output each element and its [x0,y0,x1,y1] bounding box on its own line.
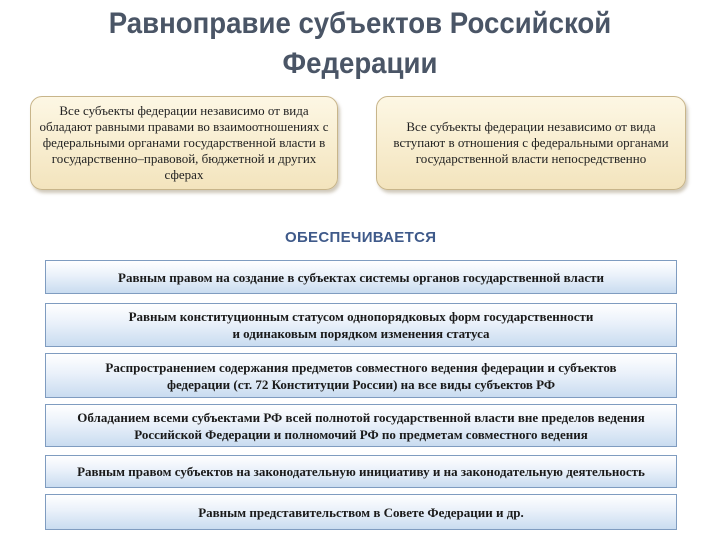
right-principle-text: Все субъекты федерации независимо от вида вступают в отношения с федеральными органами государственной власти непосредственно [393,119,669,166]
right-principle-box [376,96,686,190]
ensure-item-1-text: Равным правом на создание в субъектах системы органов государственной власти [118,269,604,285]
left-principle-text: Все субъекты федерации независимо от вида обладают равными правами во взаимоотношениях с федеральными органами государственной власти в государственно–правовой, бюджетной и других сферах [39,103,329,182]
ensure-item-5-text: Равным правом субъектов на законодательную инициативу и на законодательную деятельность [77,464,645,479]
ensure-item-6-text: Равным представительством в Совете Федерации и др. [198,504,524,520]
ensure-item-4-text: Обладанием всеми субъектами РФ всей полнотой государственной власти вне пределов ведения Российской Федерации и полномочий РФ по предметам совместного ведения [77,409,645,442]
ensure-item-2 [45,303,677,347]
ensures-heading: ОБЕСПЕЧИВАЕТСЯ [285,229,437,246]
ensure-item-1 [45,260,677,294]
ensure-item-3-text: Распространением содержания предметов совместного ведения федерации и субъектов федерации (ст. 72 Конституции России) на все виды субъектов РФ [105,359,617,392]
title-line-1: Равноправие субъектов Российской [108,7,612,40]
title-line-2: Федерации [282,47,438,80]
ensure-item-5 [45,455,677,488]
ensure-item-2-text: Равным конституционным статусом однопорядковых форм государственности и одинаковым порядком изменения статуса [128,309,594,341]
ensure-item-6 [45,494,677,530]
ensure-item-3 [45,353,677,398]
ensure-item-4 [45,404,677,447]
page-title [29,4,691,84]
left-principle-box [30,96,338,190]
